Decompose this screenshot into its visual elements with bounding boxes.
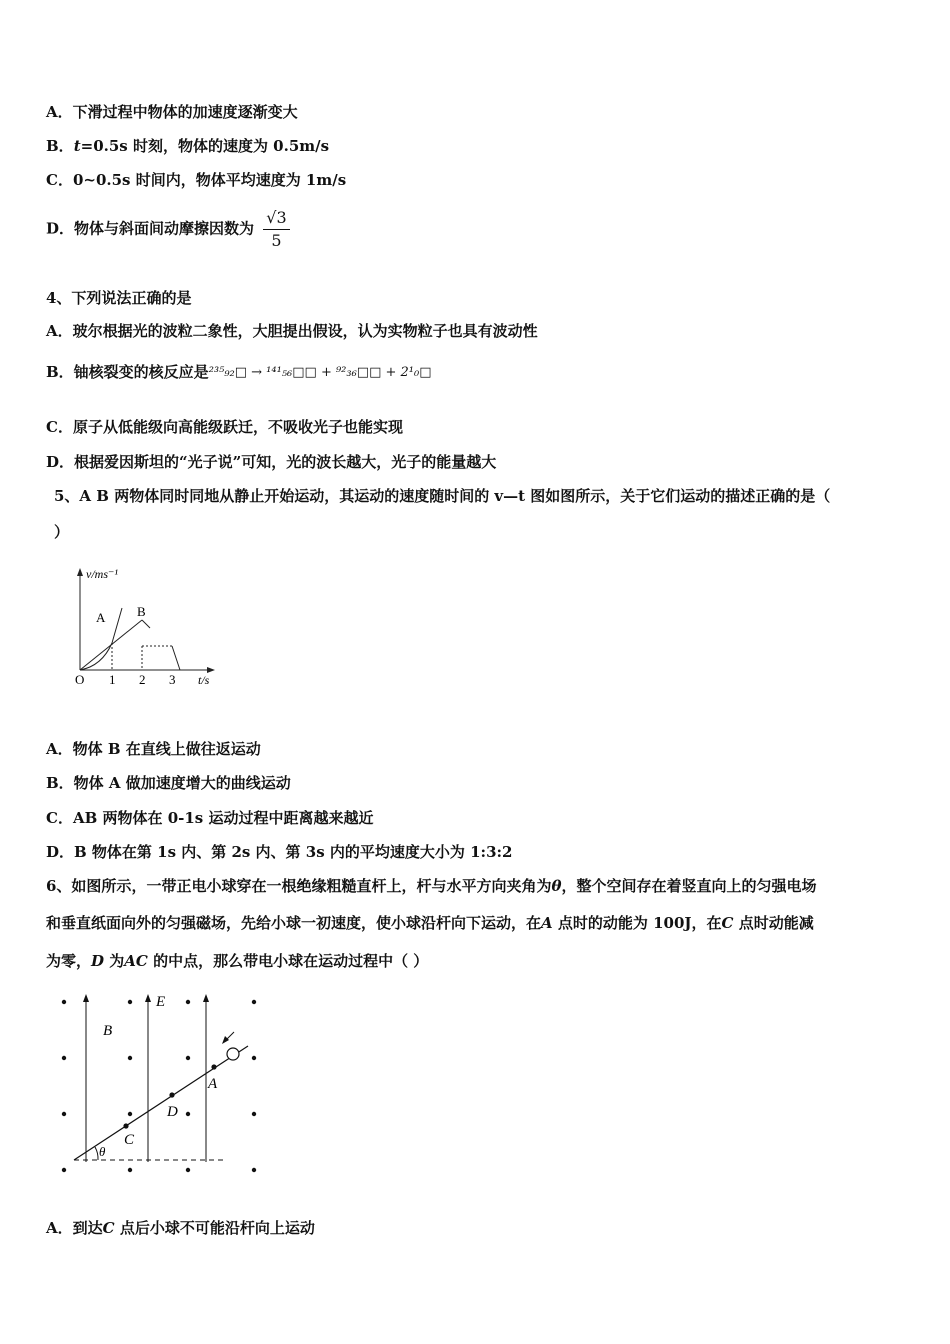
fission-equation: ²³⁵₉₂□ → ¹⁴¹₅₆□□ + ⁹²₃₆□□ + 2¹₀□	[208, 365, 432, 380]
q4-option-b	[46, 362, 432, 383]
q3-option-b-var: t	[73, 137, 81, 155]
label-a: A	[208, 1076, 218, 1092]
label-c: C	[124, 1132, 135, 1148]
q3-option-b-prefix: B．	[46, 137, 74, 155]
q4-option-d: D．根据爱因斯坦的“光子说”可知，光的波长越大，光子的能量越大	[46, 453, 497, 471]
q3-option-b-rest: =0.5s 时刻，物体的速度为 0.5m/s	[80, 137, 330, 155]
q6-option-a-point: C	[102, 1219, 115, 1237]
q5-option-b: B．物体 A 做加速度增大的曲线运动	[46, 774, 291, 792]
q4-option-a: A．玻尔根据光的波粒二象性，大胆提出假设，认为实物粒子也具有波动性	[46, 322, 538, 340]
label-d: D	[167, 1104, 178, 1120]
q3-option-a: A．下滑过程中物体的加速度逐渐变大	[46, 103, 298, 121]
tick-2: 2	[139, 672, 146, 687]
label-theta: θ	[99, 1144, 106, 1159]
q6-segment-ac: AC	[124, 952, 148, 970]
velocity-arrowhead	[222, 1036, 229, 1044]
q6-point-a: A	[541, 914, 553, 932]
q4-stem: 4、下列说法正确的是	[46, 289, 192, 307]
label-b: B	[103, 1023, 113, 1039]
fraction-numerator: √3	[263, 208, 289, 230]
tick-1: 1	[109, 672, 116, 687]
y-axis-label: v/ms⁻¹	[86, 567, 118, 581]
q6-line1-suffix: ，整个空间存在着竖直向上的匀强电场	[561, 877, 817, 895]
curve-b-label: B	[137, 604, 146, 619]
q5-stem-line1: 5、A B 两物体同时同地从静止开始运动，其运动的速度随时间的 v—t 图如图所示，关于它们运动的描述正确的是（	[54, 487, 831, 505]
curve-a-label: A	[96, 610, 106, 625]
y-axis-arrow	[77, 568, 83, 576]
q6-option-a	[46, 1218, 315, 1238]
q6-line3-c: 的中点，那么带电小球在运动过程中（ ）	[147, 952, 429, 970]
rod-field-figure	[48, 990, 268, 1180]
sqrt3-over-5-fraction	[263, 208, 289, 251]
point-c-dot	[123, 1123, 128, 1128]
charged-ball	[227, 1048, 239, 1060]
q6-stem-line1	[46, 876, 816, 896]
q6-line2-a: 和垂直纸面向外的匀强磁场，先给小球一初速度，使小球沿杆向下运动，在	[46, 914, 542, 932]
q6-option-a-prefix: A．到达	[46, 1219, 103, 1237]
q3-option-d-text: D．物体与斜面间动摩擦因数为	[46, 219, 255, 238]
vt-graph-figure	[60, 558, 230, 693]
origin-label: O	[75, 672, 85, 687]
q5-option-c: C．AB 两物体在 0-1s 运动过程中距离越来越近	[46, 809, 374, 827]
curve-b-end	[172, 646, 180, 670]
fraction-denominator: 5	[271, 231, 282, 250]
q6-stem-line3	[46, 951, 428, 971]
x-axis-label: t/s	[198, 673, 210, 687]
q6-option-a-rest: 点后小球不可能沿杆向上运动	[114, 1219, 315, 1237]
q5-stem-line2: ）	[54, 523, 70, 541]
point-a-dot	[211, 1064, 216, 1069]
q6-point-d: D	[91, 952, 105, 970]
q6-line1-prefix: 6、如图所示，一带正电小球穿在一根绝缘粗糙直杆上，杆与水平方向夹角为	[46, 877, 552, 895]
q6-line2-c: 点时动能减	[733, 914, 814, 932]
q6-line2-b: 点时的动能为 100J，在	[552, 914, 722, 932]
label-e: E	[156, 994, 166, 1010]
q3-option-c: C．0~0.5s 时间内，物体平均速度为 1m/s	[46, 171, 347, 189]
q3-option-b	[46, 136, 329, 156]
angle-arc	[95, 1147, 98, 1160]
q4-option-c: C．原子从低能级向高能级跃迁，不吸收光子也能实现	[46, 418, 403, 436]
point-d-dot	[169, 1092, 174, 1097]
q6-theta: θ	[551, 877, 562, 895]
q5-option-d: D．B 物体在第 1s 内、第 2s 内、第 3s 内的平均速度大小为 1:3:2	[46, 843, 513, 861]
q6-line3-a: 为零，	[46, 952, 92, 970]
curve-b-rise	[80, 620, 142, 670]
q5-option-a: A．物体 B 在直线上做往返运动	[46, 740, 261, 758]
q4-option-b-text: B．铀核裂变的核反应是	[46, 363, 209, 381]
q3-option-d	[46, 208, 290, 251]
q6-point-c: C	[721, 914, 734, 932]
magnetic-field-dots	[62, 1000, 256, 1172]
insulating-rod	[74, 1046, 248, 1160]
tick-3: 3	[169, 672, 176, 687]
curve-b-fall	[142, 620, 150, 628]
q6-line3-b: 为	[104, 952, 125, 970]
q6-stem-line2	[46, 913, 814, 933]
field-arrowheads	[83, 994, 209, 1002]
